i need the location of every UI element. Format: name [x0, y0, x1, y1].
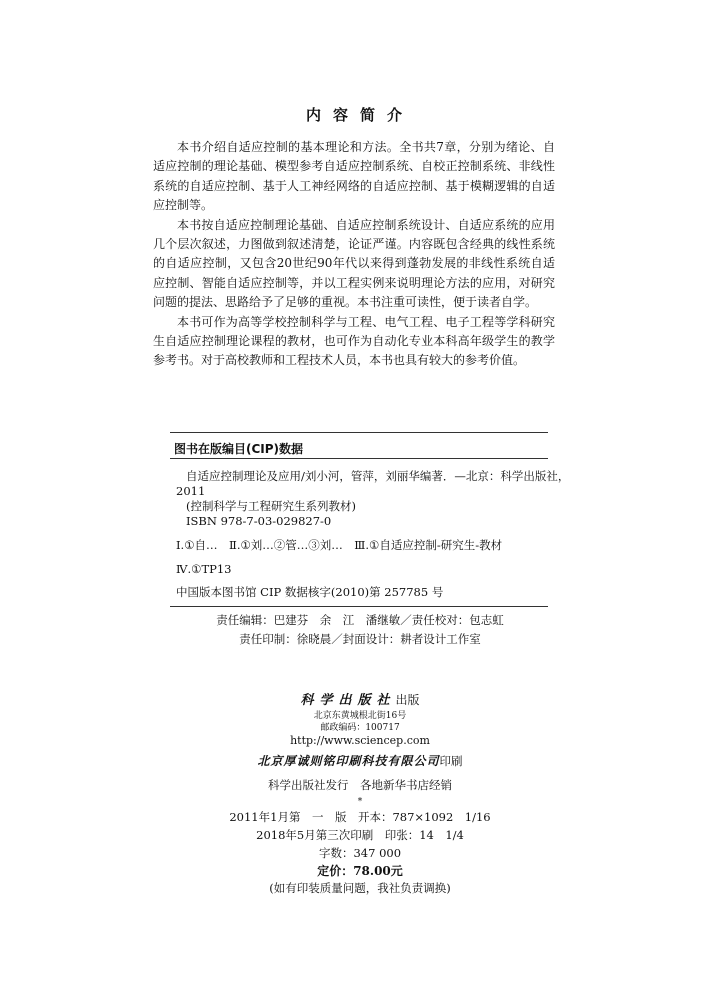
edition-info: 2011年1月第 一 版 开本：787×1092 1/16 — [229, 810, 491, 824]
intro-paragraph-3: 本书可作为高等学校控制科学与工程、电气工程、电子工程等学科研究生自适应控制理论课程的教材，也可作为自动化专业本科高年级学生的教学参考书。对于高校教师和工程技术人员，本书也具有较大的参考价值。 — [153, 314, 555, 368]
intro-paragraph-1: 本书介绍自适应控制的基本理论和方法。全书共7章，分别为绪论、自适应控制的理论基础、模型参考自适应控制系统、自校正控制系统、非线性系统的自适应控制、基于人工神经网络的自适应控制、基于模糊逻辑的自适应控制等。 — [153, 140, 555, 213]
page-title: 内容简介 — [305, 106, 414, 124]
word-count: 字数：347 000 — [318, 846, 402, 860]
publisher-address: 北京东黄城根北街16号 — [313, 711, 407, 721]
separator-star: * — [357, 797, 363, 807]
publisher-url: http://www.sciencep.com — [290, 734, 430, 747]
price: 定价：78.00元 — [317, 864, 403, 878]
divider-top — [170, 432, 548, 433]
divider-cip — [170, 458, 548, 459]
publisher-block — [0, 689, 720, 897]
publisher-name: 科学出版社 — [300, 693, 396, 708]
intro-section — [153, 138, 555, 371]
cip-block — [176, 469, 570, 529]
publisher-suffix: 出版 — [395, 693, 420, 707]
cip-title: 图书在版编目(CIP)数据 — [174, 442, 304, 456]
cip-classification — [176, 538, 556, 577]
cip-isbn: ISBN 978-7-03-029827-0 — [186, 514, 332, 528]
cip-record: 中国版本图书馆 CIP 数据核字(2010)第 257785 号 — [176, 585, 444, 599]
cip-class-1: Ⅰ.①自… Ⅱ.①刘…②管…③刘… Ⅲ.①自适应控制-研究生-教材 — [176, 538, 503, 552]
cip-record-block — [176, 585, 556, 600]
staff-block — [0, 611, 720, 649]
printer-line — [0, 750, 720, 770]
quality-note: (如有印装质量问题，我社负责调换) — [269, 881, 451, 895]
distribution: 科学出版社发行 各地新华书店经销 — [268, 778, 452, 792]
intro-paragraph-2: 本书按自适应控制理论基础、自适应控制系统设计、自适应系统的应用几个层次叙述，力图做到叙述清楚，论证严谨。内容既包含经典的线性系统的自适应控制，又包含20世纪90年代以来得到蓬勃发展的非线性系统自适应控制、智能自适应控制等，并以工程实例来说明理论方法的应用，对研究问题的提法、思路给予了足够的重视。本书注重可读性，便于读者自学。 — [153, 217, 555, 310]
staff-editors: 责任编辑：巴建芬 余 江 潘继敏／责任校对：包志虹 — [216, 613, 504, 627]
publisher-postcode: 邮政编码：100717 — [320, 723, 400, 733]
cip-line-1: 自适应控制理论及应用/刘小河，管萍，刘丽华编著．—北京：科学出版社， — [186, 469, 570, 483]
cip-class-2: Ⅳ.①TP13 — [176, 562, 232, 576]
staff-production: 责任印制：徐晓晨／封面设计：耕者设计工作室 — [239, 632, 481, 646]
printing-info: 2018年5月第三次印刷 印张：14 1/4 — [256, 828, 464, 842]
printer-name: 北京厚诚则铭印刷科技有限公司 — [257, 754, 440, 768]
printer-suffix: 印刷 — [439, 754, 463, 768]
cip-line-2: 2011 — [176, 484, 206, 498]
divider-staff — [170, 606, 548, 607]
publisher-line — [0, 689, 720, 708]
cip-series: (控制科学与工程研究生系列教材) — [186, 499, 356, 513]
